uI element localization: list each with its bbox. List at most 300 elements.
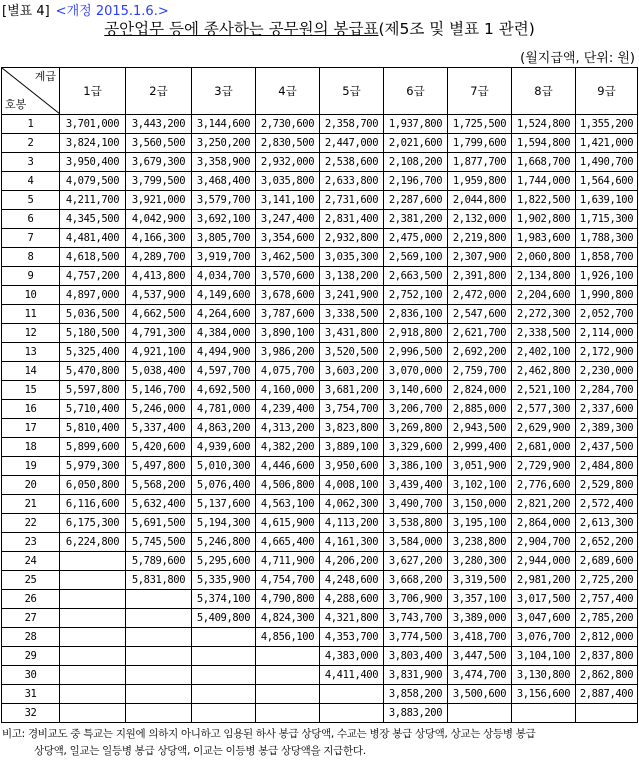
table-row	[2, 495, 638, 514]
salary-cell: 6,175,300	[60, 514, 126, 533]
salary-cell: 1,788,300	[576, 229, 638, 248]
salary-cell: 2,932,800	[320, 229, 384, 248]
table-row	[2, 381, 638, 400]
salary-cell: 2,272,300	[512, 305, 576, 324]
salary-cell: 1,639,100	[576, 191, 638, 210]
salary-cell: 4,239,400	[256, 400, 320, 419]
corner-step-label: 호봉	[5, 98, 27, 111]
step-cell: 32	[2, 704, 60, 723]
salary-cell: 2,044,800	[448, 191, 512, 210]
salary-cell: 4,781,000	[192, 400, 256, 419]
salary-cell: 5,691,500	[126, 514, 192, 533]
salary-cell: 1,355,200	[576, 115, 638, 134]
salary-cell: 2,230,000	[576, 362, 638, 381]
salary-cell: 1,421,000	[576, 134, 638, 153]
salary-cell	[192, 666, 256, 685]
salary-cell: 3,141,100	[256, 191, 320, 210]
salary-cell: 4,113,200	[320, 514, 384, 533]
salary-cell: 4,921,100	[126, 343, 192, 362]
salary-cell: 1,668,700	[512, 153, 576, 172]
table-row	[2, 571, 638, 590]
salary-cell: 2,725,200	[576, 571, 638, 590]
grade-header: 5급	[320, 68, 384, 115]
salary-cell: 3,921,000	[126, 191, 192, 210]
table-row	[2, 153, 638, 172]
salary-cell: 2,836,100	[384, 305, 448, 324]
salary-cell: 2,885,000	[448, 400, 512, 419]
salary-cell: 3,668,200	[384, 571, 448, 590]
step-cell: 28	[2, 628, 60, 647]
salary-table	[1, 67, 638, 723]
salary-cell: 3,156,600	[512, 685, 576, 704]
salary-cell: 5,420,600	[126, 438, 192, 457]
salary-cell: 4,206,200	[320, 552, 384, 571]
table-row	[2, 419, 638, 438]
salary-cell: 3,241,900	[320, 286, 384, 305]
salary-cell: 2,462,800	[512, 362, 576, 381]
salary-cell: 2,114,000	[576, 324, 638, 343]
salary-cell: 3,104,100	[512, 647, 576, 666]
salary-cell: 5,899,600	[60, 438, 126, 457]
salary-cell: 3,787,600	[256, 305, 320, 324]
table-row	[2, 134, 638, 153]
salary-cell: 3,701,000	[60, 115, 126, 134]
salary-cell: 1,926,100	[576, 267, 638, 286]
salary-cell: 5,194,300	[192, 514, 256, 533]
salary-cell: 2,943,500	[448, 419, 512, 438]
salary-cell: 3,823,800	[320, 419, 384, 438]
salary-cell: 5,295,600	[192, 552, 256, 571]
salary-cell: 2,134,800	[512, 267, 576, 286]
salary-cell: 5,597,800	[60, 381, 126, 400]
salary-cell: 4,618,500	[60, 248, 126, 267]
salary-cell: 5,789,600	[126, 552, 192, 571]
salary-cell: 4,384,000	[192, 324, 256, 343]
salary-cell: 6,116,600	[60, 495, 126, 514]
grade-header: 6급	[384, 68, 448, 115]
salary-cell: 2,729,900	[512, 457, 576, 476]
salary-cell: 4,494,900	[192, 343, 256, 362]
salary-cell: 1,490,700	[576, 153, 638, 172]
salary-cell	[60, 647, 126, 666]
salary-cell: 3,358,900	[192, 153, 256, 172]
salary-cell: 4,506,800	[256, 476, 320, 495]
salary-cell: 5,337,400	[126, 419, 192, 438]
table-row	[2, 248, 638, 267]
salary-cell	[256, 704, 320, 723]
salary-cell: 2,730,600	[256, 115, 320, 134]
salary-cell: 3,774,500	[384, 628, 448, 647]
salary-cell: 2,389,300	[576, 419, 638, 438]
step-cell: 13	[2, 343, 60, 362]
salary-cell	[320, 685, 384, 704]
salary-cell: 3,070,000	[384, 362, 448, 381]
salary-cell: 5,409,800	[192, 609, 256, 628]
table-row	[2, 552, 638, 571]
salary-cell: 3,250,200	[192, 134, 256, 153]
salary-cell: 2,381,200	[384, 210, 448, 229]
salary-cell: 3,247,400	[256, 210, 320, 229]
footnote	[2, 726, 638, 760]
salary-cell	[256, 685, 320, 704]
table-body	[2, 115, 638, 723]
salary-cell: 1,564,600	[576, 172, 638, 191]
step-cell: 12	[2, 324, 60, 343]
salary-cell: 4,289,700	[126, 248, 192, 267]
salary-cell: 4,791,300	[126, 324, 192, 343]
salary-cell: 3,280,300	[448, 552, 512, 571]
salary-cell: 3,490,700	[384, 495, 448, 514]
step-cell: 22	[2, 514, 60, 533]
salary-cell: 3,195,100	[448, 514, 512, 533]
salary-cell: 6,050,800	[60, 476, 126, 495]
salary-cell: 2,759,700	[448, 362, 512, 381]
salary-cell: 2,904,700	[512, 533, 576, 552]
salary-cell: 3,206,700	[384, 400, 448, 419]
salary-cell: 3,386,100	[384, 457, 448, 476]
salary-cell: 5,076,400	[192, 476, 256, 495]
step-cell: 17	[2, 419, 60, 438]
salary-cell: 2,577,300	[512, 400, 576, 419]
salary-cell	[60, 571, 126, 590]
salary-cell: 2,108,200	[384, 153, 448, 172]
salary-cell: 2,663,500	[384, 267, 448, 286]
step-cell: 21	[2, 495, 60, 514]
salary-cell: 1,799,600	[448, 134, 512, 153]
salary-cell: 4,353,700	[320, 628, 384, 647]
salary-cell	[192, 628, 256, 647]
salary-cell: 2,731,600	[320, 191, 384, 210]
salary-cell: 5,979,300	[60, 457, 126, 476]
salary-cell: 3,150,000	[448, 495, 512, 514]
salary-cell	[60, 590, 126, 609]
salary-cell: 5,335,900	[192, 571, 256, 590]
salary-cell: 4,062,300	[320, 495, 384, 514]
salary-cell: 3,354,600	[256, 229, 320, 248]
salary-cell: 1,858,700	[576, 248, 638, 267]
table-row	[2, 210, 638, 229]
step-cell: 27	[2, 609, 60, 628]
step-cell: 23	[2, 533, 60, 552]
salary-cell: 3,824,100	[60, 134, 126, 153]
table-row	[2, 305, 638, 324]
salary-cell: 2,932,000	[256, 153, 320, 172]
salary-cell: 4,824,300	[256, 609, 320, 628]
header-row	[2, 68, 638, 115]
step-cell: 6	[2, 210, 60, 229]
salary-cell: 3,389,000	[448, 609, 512, 628]
salary-cell: 4,897,000	[60, 286, 126, 305]
salary-cell: 4,313,200	[256, 419, 320, 438]
salary-cell: 1,983,600	[512, 229, 576, 248]
salary-cell: 5,470,800	[60, 362, 126, 381]
step-cell: 18	[2, 438, 60, 457]
salary-cell: 3,889,100	[320, 438, 384, 457]
salary-cell: 4,863,200	[192, 419, 256, 438]
salary-cell: 2,338,500	[512, 324, 576, 343]
salary-cell: 5,246,800	[192, 533, 256, 552]
unit-label: (월지급액, 단위: 원)	[520, 51, 635, 66]
salary-cell: 2,547,600	[448, 305, 512, 324]
salary-cell	[126, 647, 192, 666]
salary-cell: 2,052,700	[576, 305, 638, 324]
salary-cell: 4,411,400	[320, 666, 384, 685]
salary-cell: 3,890,100	[256, 324, 320, 343]
salary-cell: 2,862,800	[576, 666, 638, 685]
salary-cell	[126, 666, 192, 685]
step-cell: 5	[2, 191, 60, 210]
salary-cell: 2,633,800	[320, 172, 384, 191]
salary-cell: 4,321,800	[320, 609, 384, 628]
salary-cell: 2,337,600	[576, 400, 638, 419]
salary-cell: 3,986,200	[256, 343, 320, 362]
salary-cell: 1,725,500	[448, 115, 512, 134]
grade-header: 3급	[192, 68, 256, 115]
salary-cell: 2,864,000	[512, 514, 576, 533]
salary-cell: 4,166,300	[126, 229, 192, 248]
salary-cell	[60, 628, 126, 647]
salary-cell: 4,248,600	[320, 571, 384, 590]
table-row	[2, 324, 638, 343]
salary-cell: 6,224,800	[60, 533, 126, 552]
salary-cell: 2,572,400	[576, 495, 638, 514]
salary-cell: 2,569,100	[384, 248, 448, 267]
salary-cell	[60, 666, 126, 685]
salary-cell: 2,475,000	[384, 229, 448, 248]
salary-cell: 1,524,800	[512, 115, 576, 134]
salary-cell: 2,613,300	[576, 514, 638, 533]
step-cell: 25	[2, 571, 60, 590]
grade-header: 9급	[576, 68, 638, 115]
salary-cell: 5,831,800	[126, 571, 192, 590]
salary-cell: 5,810,400	[60, 419, 126, 438]
salary-cell	[126, 628, 192, 647]
salary-cell: 3,950,600	[320, 457, 384, 476]
salary-cell: 2,437,500	[576, 438, 638, 457]
salary-cell: 5,180,500	[60, 324, 126, 343]
salary-cell: 4,160,000	[256, 381, 320, 400]
title-suffix: (제5조 및 별표 1 관련)	[378, 20, 535, 38]
table-row	[2, 343, 638, 362]
salary-cell: 1,715,300	[576, 210, 638, 229]
salary-cell: 4,383,000	[320, 647, 384, 666]
salary-cell	[448, 704, 512, 723]
step-cell: 24	[2, 552, 60, 571]
salary-cell: 2,621,700	[448, 324, 512, 343]
salary-cell: 4,711,900	[256, 552, 320, 571]
salary-cell: 3,144,600	[192, 115, 256, 134]
salary-cell: 5,038,400	[126, 362, 192, 381]
salary-cell: 4,211,700	[60, 191, 126, 210]
salary-cell	[256, 666, 320, 685]
salary-cell: 5,246,000	[126, 400, 192, 419]
salary-cell: 2,981,200	[512, 571, 576, 590]
salary-cell: 3,805,700	[192, 229, 256, 248]
salary-cell: 4,161,300	[320, 533, 384, 552]
salary-cell	[192, 647, 256, 666]
salary-cell: 2,629,900	[512, 419, 576, 438]
salary-cell: 1,937,800	[384, 115, 448, 134]
salary-cell: 2,752,100	[384, 286, 448, 305]
salary-cell: 3,474,700	[448, 666, 512, 685]
salary-cell: 3,238,800	[448, 533, 512, 552]
table-row	[2, 438, 638, 457]
salary-cell: 4,537,900	[126, 286, 192, 305]
table-row	[2, 647, 638, 666]
salary-cell	[192, 685, 256, 704]
step-cell: 11	[2, 305, 60, 324]
salary-cell: 2,999,400	[448, 438, 512, 457]
salary-cell: 3,919,700	[192, 248, 256, 267]
salary-cell: 2,821,200	[512, 495, 576, 514]
table-row	[2, 172, 638, 191]
salary-cell	[126, 609, 192, 628]
corner-cell	[2, 68, 60, 115]
salary-cell: 3,076,700	[512, 628, 576, 647]
grade-header: 8급	[512, 68, 576, 115]
salary-cell: 2,391,800	[448, 267, 512, 286]
salary-cell: 2,785,200	[576, 609, 638, 628]
salary-cell: 3,706,900	[384, 590, 448, 609]
grade-header: 4급	[256, 68, 320, 115]
salary-cell: 3,017,500	[512, 590, 576, 609]
salary-cell: 3,418,700	[448, 628, 512, 647]
salary-cell: 4,446,600	[256, 457, 320, 476]
step-cell: 31	[2, 685, 60, 704]
table-row	[2, 229, 638, 248]
salary-cell: 3,338,500	[320, 305, 384, 324]
salary-cell: 3,603,200	[320, 362, 384, 381]
salary-cell	[60, 685, 126, 704]
salary-cell: 3,468,400	[192, 172, 256, 191]
salary-cell: 1,744,000	[512, 172, 576, 191]
step-cell: 29	[2, 647, 60, 666]
table-row	[2, 286, 638, 305]
salary-cell: 3,443,200	[126, 115, 192, 134]
salary-cell: 4,939,600	[192, 438, 256, 457]
salary-cell: 5,497,800	[126, 457, 192, 476]
salary-cell: 1,959,800	[448, 172, 512, 191]
salary-cell: 2,996,500	[384, 343, 448, 362]
salary-cell	[126, 685, 192, 704]
salary-cell: 2,284,700	[576, 381, 638, 400]
salary-cell: 2,529,800	[576, 476, 638, 495]
salary-cell: 4,345,500	[60, 210, 126, 229]
salary-cell: 2,757,400	[576, 590, 638, 609]
salary-cell: 3,743,700	[384, 609, 448, 628]
salary-cell: 5,568,200	[126, 476, 192, 495]
salary-cell	[60, 552, 126, 571]
salary-cell: 4,075,700	[256, 362, 320, 381]
salary-cell: 4,008,100	[320, 476, 384, 495]
salary-cell: 2,132,000	[448, 210, 512, 229]
step-cell: 30	[2, 666, 60, 685]
salary-cell: 2,204,600	[512, 286, 576, 305]
salary-cell: 5,374,100	[192, 590, 256, 609]
salary-cell: 3,130,800	[512, 666, 576, 685]
salary-cell: 5,632,400	[126, 495, 192, 514]
salary-cell: 2,287,600	[384, 191, 448, 210]
salary-cell: 2,484,800	[576, 457, 638, 476]
salary-cell: 3,329,600	[384, 438, 448, 457]
step-cell: 19	[2, 457, 60, 476]
salary-cell: 3,570,600	[256, 267, 320, 286]
salary-cell: 4,264,600	[192, 305, 256, 324]
salary-cell: 3,858,200	[384, 685, 448, 704]
title-main: 공안업무 등에 종사하는 공무원의 봉급표	[104, 20, 379, 38]
table-row	[2, 362, 638, 381]
table-row	[2, 400, 638, 419]
salary-cell	[320, 704, 384, 723]
salary-cell: 3,678,600	[256, 286, 320, 305]
corner-grade-label: 계급	[34, 70, 56, 83]
salary-cell: 3,047,600	[512, 609, 576, 628]
table-row	[2, 666, 638, 685]
table-row	[2, 590, 638, 609]
salary-cell	[512, 704, 576, 723]
salary-cell: 2,472,000	[448, 286, 512, 305]
salary-cell	[126, 704, 192, 723]
table-row	[2, 685, 638, 704]
salary-cell: 2,824,000	[448, 381, 512, 400]
salary-cell: 3,579,700	[192, 191, 256, 210]
salary-cell: 5,325,400	[60, 343, 126, 362]
salary-cell: 3,831,900	[384, 666, 448, 685]
salary-cell: 3,439,400	[384, 476, 448, 495]
salary-cell: 4,615,900	[256, 514, 320, 533]
salary-cell: 4,042,900	[126, 210, 192, 229]
table-row	[2, 191, 638, 210]
salary-cell: 5,010,300	[192, 457, 256, 476]
salary-cell: 3,319,500	[448, 571, 512, 590]
salary-cell: 3,584,000	[384, 533, 448, 552]
salary-cell: 3,035,300	[320, 248, 384, 267]
salary-cell: 2,681,000	[512, 438, 576, 457]
salary-cell: 3,462,500	[256, 248, 320, 267]
salary-cell: 1,902,800	[512, 210, 576, 229]
salary-cell: 5,137,600	[192, 495, 256, 514]
salary-cell: 2,021,600	[384, 134, 448, 153]
salary-cell: 4,790,800	[256, 590, 320, 609]
salary-cell: 4,413,800	[126, 267, 192, 286]
salary-cell: 4,481,400	[60, 229, 126, 248]
table-row	[2, 628, 638, 647]
table-row	[2, 476, 638, 495]
salary-cell: 3,431,800	[320, 324, 384, 343]
salary-cell: 3,560,500	[126, 134, 192, 153]
salary-cell: 3,447,500	[448, 647, 512, 666]
salary-cell: 2,944,000	[512, 552, 576, 571]
salary-cell: 2,060,800	[512, 248, 576, 267]
step-cell: 20	[2, 476, 60, 495]
salary-cell: 3,627,200	[384, 552, 448, 571]
salary-cell	[192, 704, 256, 723]
salary-cell: 4,597,700	[192, 362, 256, 381]
salary-cell: 3,102,100	[448, 476, 512, 495]
salary-cell: 4,079,500	[60, 172, 126, 191]
salary-cell: 2,358,700	[320, 115, 384, 134]
salary-cell: 2,447,000	[320, 134, 384, 153]
salary-cell: 4,662,500	[126, 305, 192, 324]
salary-cell: 3,883,200	[384, 704, 448, 723]
salary-cell: 3,681,200	[320, 381, 384, 400]
footnote-line-1: 비고: 경비교도 중 특교는 지원에 의하지 아니하고 임용된 하사 봉급 상당액, 수교는 병장 봉급 상당액, 상교는 상등병 봉급	[2, 728, 536, 740]
step-cell: 16	[2, 400, 60, 419]
salary-cell: 2,402,100	[512, 343, 576, 362]
salary-cell: 2,776,600	[512, 476, 576, 495]
salary-cell: 5,036,500	[60, 305, 126, 324]
salary-cell: 2,219,800	[448, 229, 512, 248]
